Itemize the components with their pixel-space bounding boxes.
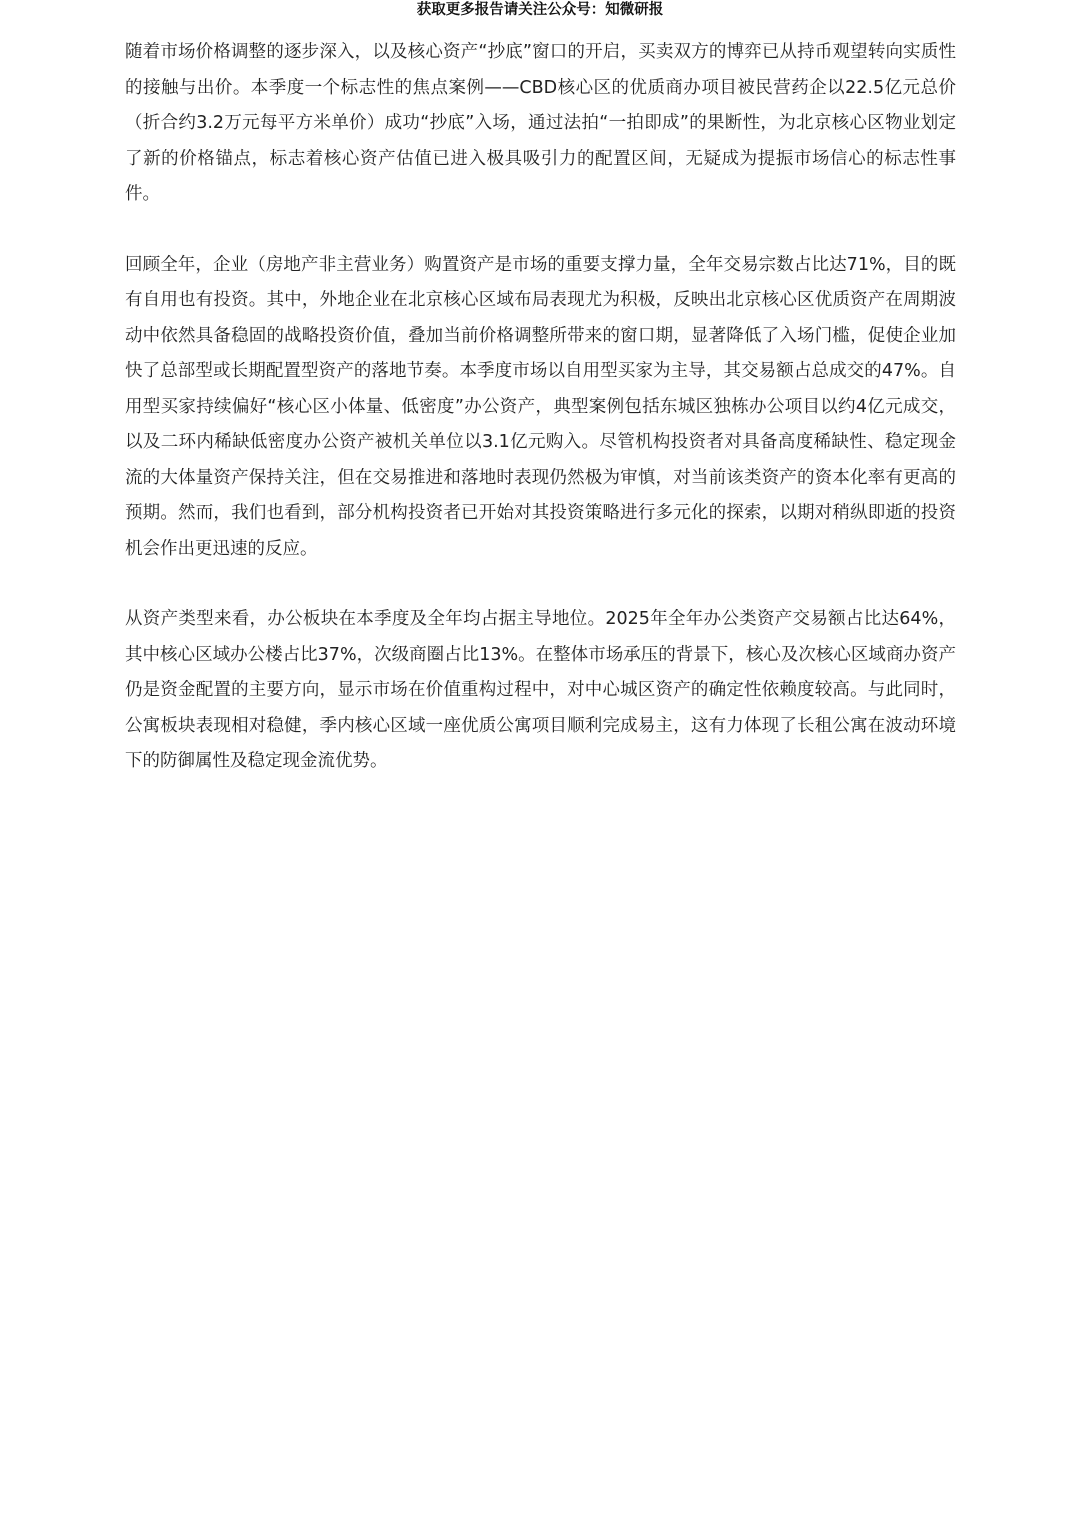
paragraph-market-bottom-fishing: 随着市场价格调整的逐步深入，以及核心资产“抄底”窗口的开启，买卖双方的博弈已从持币观望转向实质性的接触与出价。本季度一个标志性的焦点案例——CBD核心区的优质商办项目被民营药企以22.5亿元总价（折合约3.2万元每平方米单价）成功“抄底”入场，通过法拍“一拍即成”的果断性，为北京核心区物业划定了新的价格锚点，标志着核心资产估值已进入极具吸引力的配置区间，无疑成为提振市场信心的标志性事件。: [125, 42, 956, 204]
paragraph-annual-review: 回顾全年，企业（房地产非主营业务）购置资产是市场的重要支撑力量，全年交易宗数占比达71%，目的既有自用也有投资。其中，外地企业在北京核心区域布局表现尤为积极，反映出北京核心区优质资产在周期波动中依然具备稳固的战略投资价值，叠加当前价格调整所带来的窗口期，显著降低了入场门槛，促使企业加快了总部型或长期配置型资产的落地节奏。本季度市场以自用型买家为主导，其交易额占总成交的47%。自用型买家持续偏好“核心区小体量、低密度”办公资产，典型案例包括东城区独栋办公项目以约4亿元成交，以及二环内稀缺低密度办公资产被机关单位以3.1亿元购入。尽管机构投资者对具备高度稀缺性、稳定现金流的大体量资产保持关注，但在交易推进和落地时表现仍然极为审慎，对当前该类资产的资本化率有更高的预期。然而，我们也看到，部分机构投资者已开始对其投资策略进行多元化的探索，以期对稍纵即逝的投资机会作出更迅速的反应。: [125, 254, 956, 559]
document-body: [125, 35, 956, 780]
paragraph-asset-types: 从资产类型来看，办公板块在本季度及全年均占据主导地位。2025年全年办公类资产交易额占比达64%，其中核心区域办公楼占比37%，次级商圈占比13%。在整体市场承压的背景下，核心及次核心区域商办资产仍是资金配置的主要方向，显示市场在价值重构过程中，对中心城区资产的确定性依赖度较高。与此同时，公寓板块表现相对稳健，季内核心区域一座优质公寓项目顺利完成易主，这有力体现了长租公寓在波动环境下的防御属性及稳定现金流优势。: [125, 609, 956, 771]
header-watermark: 获取更多报告请关注公众号：知微研报: [416, 2, 664, 18]
